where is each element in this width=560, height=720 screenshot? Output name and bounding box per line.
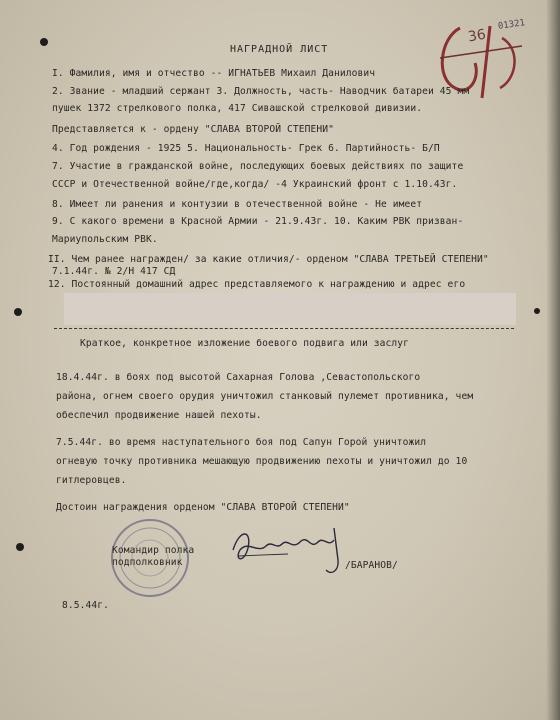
field-line-4: 4. Год рождения - 1925 5. Национальность- Грек 6. Партийность- Б/П (52, 143, 440, 154)
narrative-line-5: огневую точку противника мешающую продвижению пехоты и уничтожил до 10 (56, 456, 468, 467)
page-edge-shadow (546, 0, 560, 720)
signature-label-rank: подполковник (112, 557, 183, 568)
field-line-2: 2. Звание - младший сержант 3. Должность, часть- Наводчик батареи 45 мм (52, 86, 470, 97)
field-line-9b: Мариупольским РВК. (52, 234, 158, 245)
redacted-address (64, 293, 516, 325)
narrative-line-7: Достоин награждения орденом "СЛАВА ВТОРОЙ СТЕПЕНИ" (56, 502, 350, 513)
narrative-line-1: 18.4.44г. в боях под высотой Сахарная Голова ,Севастопольского (56, 372, 421, 383)
punch-hole-bottom (16, 543, 24, 551)
document-date: 8.5.44г. (62, 600, 110, 611)
field-line-11: II. Чем ранее награжден/ за какие отличия/- орденом "СЛАВА ТРЕТЬЕЙ СТЕПЕНИ" (48, 254, 489, 265)
narrative-line-4: 7.5.44г. во время наступательного боя под Сапун Горой уничтожил (56, 437, 427, 448)
archive-number: 01321 (497, 18, 526, 32)
handwritten-number: 36 (466, 26, 488, 46)
punch-hole-right (534, 308, 540, 314)
signature-label-commander: Командир полка (112, 545, 195, 556)
field-line-12: 12. Постоянный домашний адрес представляемого к награждению и адрес его (48, 279, 466, 290)
field-line-8: 8. Имеет ли ранения и контузии в отечественной войне - Не имеет (52, 199, 423, 210)
field-line-2b: пушек 1372 стрелкового полка, 417 Сивашской стрелковой дивизии. (52, 103, 423, 114)
punch-hole-top (40, 38, 48, 46)
dashed-divider (54, 328, 514, 329)
punch-hole-middle (14, 308, 22, 316)
field-line-2c: Представляется к - ордену "СЛАВА ВТОРОЙ СТЕПЕНИ" (52, 124, 335, 135)
field-line-9: 9. С какого времени в Красной Армии - 21.9.43г. 10. Каким РВК призван- (52, 216, 464, 227)
section-heading: Краткое, конкретное изложение боевого подвига или заслуг (80, 338, 410, 349)
narrative-line-3: обеспечил продвижение нашей пехоты. (56, 410, 262, 421)
narrative-line-2: района, огнем своего орудия уничтожил станковый пулемет противника, чем (56, 391, 474, 402)
field-line-1: I. Фамилия, имя и отчество -- ИГНАТЬЕВ Михаил Данилович (52, 68, 376, 79)
field-line-7: 7. Участие в гражданской войне, последующих боевых действиях по защите (52, 161, 464, 172)
field-line-11b: 7.1.44г. № 2/Н 417 СД (52, 266, 176, 277)
field-line-7b: СССР и Отечественной войне/где,когда/ -4 Украинский фронт с 1.10.43г. (52, 179, 458, 190)
narrative-line-6: гитлеровцев. (56, 475, 127, 486)
handwritten-signature (228, 520, 358, 580)
document-title: НАГРАДНОЙ ЛИСТ (230, 44, 329, 55)
signatory-name: /БАРАНОВ/ (345, 560, 398, 571)
